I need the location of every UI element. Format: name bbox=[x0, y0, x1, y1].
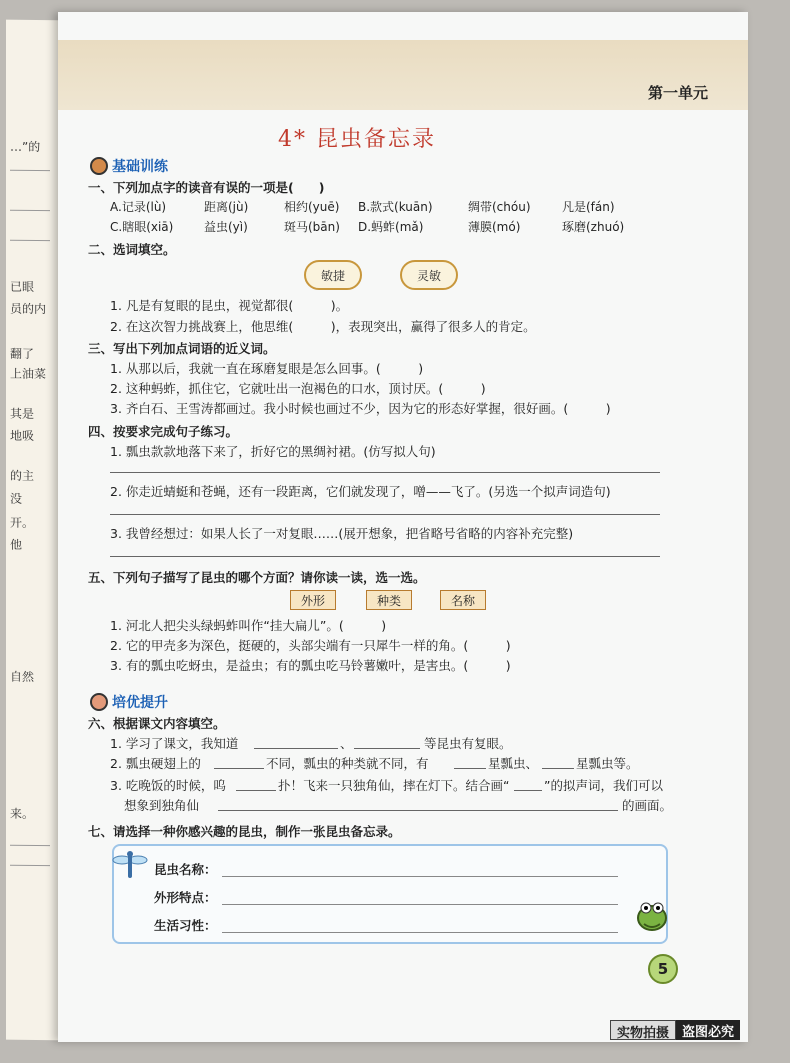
q2-item: 1. 凡是有复眼的昆虫，视觉都很( )。 bbox=[110, 298, 349, 313]
answer-line bbox=[110, 514, 660, 515]
q1-option: 相约(yuē) bbox=[284, 200, 340, 214]
fill-blank[interactable] bbox=[218, 810, 618, 811]
fill-blank[interactable] bbox=[236, 790, 276, 791]
q3-item: 2. 这种蚂蚱，抓住它，它就吐出一泡褐色的口水，顶讨厌。( ) bbox=[110, 381, 486, 396]
left-fragment: 没 bbox=[10, 491, 23, 506]
memo-input-line[interactable] bbox=[222, 904, 618, 905]
fill-blank[interactable] bbox=[542, 768, 574, 769]
q4-item: 2. 你走近蜻蜓和苍蝇，还有一段距离，它们就发现了，噌——飞了。(另选一个拟声词造句) bbox=[110, 484, 611, 499]
left-rule bbox=[10, 845, 50, 846]
memo-label: 生活习性： bbox=[154, 918, 217, 933]
q5-item: 2. 它的甲壳多为深色，挺硬的，头部尖端有一只犀牛一样的角。( ) bbox=[110, 638, 511, 653]
watermark bbox=[610, 1020, 740, 1040]
girl-icon bbox=[90, 693, 108, 711]
fill-blank[interactable] bbox=[254, 748, 338, 749]
q5-item: 3. 有的瓢虫吃蚜虫，是益虫；有的瓢虫吃马铃薯嫩叶，是害虫。( ) bbox=[110, 658, 511, 673]
word-badge: 敏捷 bbox=[304, 260, 362, 290]
watermark-left: 实物拍摄 bbox=[610, 1020, 676, 1040]
unit-tab: 第一单元 bbox=[647, 84, 708, 102]
q2-prompt: 二、选词填空。 bbox=[88, 242, 176, 257]
left-fragment: 地吸 bbox=[10, 428, 35, 443]
lesson-title: 4* 昆虫备忘录 bbox=[278, 127, 436, 152]
section-basic-title: 基础训练 bbox=[112, 159, 168, 175]
q5-item: 1. 河北人把尖头绿蚂蚱叫作“挂大扁儿”。( ) bbox=[110, 618, 387, 633]
q1-option: 薄膜(mó) bbox=[468, 220, 521, 234]
page-number: 5 bbox=[648, 954, 678, 984]
q6-text: 的画面。 bbox=[622, 798, 673, 813]
section-advanced bbox=[90, 692, 168, 712]
fill-blank[interactable] bbox=[514, 790, 542, 791]
left-page-edge bbox=[6, 20, 66, 1041]
q6-text: 星瓢虫等。 bbox=[576, 756, 639, 771]
memo-input-line[interactable] bbox=[222, 932, 618, 933]
answer-line bbox=[110, 472, 660, 473]
left-fragment: 自然 bbox=[10, 669, 35, 684]
q1-option: 益虫(yì) bbox=[204, 220, 248, 234]
q6-text: 等昆虫有复眼。 bbox=[424, 736, 512, 751]
dragonfly-icon bbox=[112, 850, 148, 880]
left-rule bbox=[10, 240, 50, 241]
q6-text: ”的拟声词，我们可以 bbox=[544, 778, 663, 793]
left-fragment: 员的内 bbox=[10, 301, 47, 317]
header-band bbox=[58, 40, 748, 110]
q1-option: 绸带(chóu) bbox=[468, 200, 531, 214]
q6-text: 星瓢虫、 bbox=[488, 756, 539, 771]
q6-text: 扑！飞来一只独角仙，摔在灯下。结合画“ bbox=[278, 778, 510, 793]
q1-option: 距离(jù) bbox=[204, 200, 249, 214]
q1-option: A.记录(lù) bbox=[110, 200, 167, 214]
q2-item: 2. 在这次智力挑战赛上，他思维( )，表现突出，赢得了很多人的肯定。 bbox=[110, 319, 536, 334]
q1-prompt: 一、下列加点字的读音有误的一项是( ) bbox=[88, 180, 325, 195]
student-icon bbox=[90, 157, 108, 175]
fill-blank[interactable] bbox=[354, 748, 420, 749]
answer-line bbox=[110, 556, 660, 557]
memo-card bbox=[112, 844, 668, 944]
q6-text: 3. 吃晚饭的时候，呜 bbox=[110, 778, 226, 793]
left-fragment: 他 bbox=[10, 537, 23, 552]
memo-input-line[interactable] bbox=[222, 876, 618, 877]
left-fragment: 上油菜 bbox=[10, 366, 47, 382]
left-fragment: 开。 bbox=[10, 515, 35, 530]
section-advanced-title: 培优提升 bbox=[112, 695, 168, 711]
memo-label: 昆虫名称： bbox=[154, 862, 217, 877]
q6-prompt: 六、根据课文内容填空。 bbox=[88, 716, 226, 731]
watermark-right: 盗图必究 bbox=[676, 1020, 740, 1040]
q3-item: 3. 齐白石、王雪涛都画过。我小时候也画过不少，因为它的形态好掌握，很好画。( ) bbox=[110, 401, 611, 416]
q6-text: 2. 瓢虫硬翅上的 bbox=[110, 756, 201, 771]
q6-text: 不同，瓢虫的种类就不同，有 bbox=[266, 756, 429, 771]
category-tag: 种类 bbox=[366, 590, 412, 610]
category-tag: 外形 bbox=[290, 590, 336, 610]
q1-option: 琢磨(zhuó) bbox=[562, 220, 625, 234]
q4-item: 3. 我曾经想过：如果人长了一对复眼……(展开想象，把省略号省略的内容补充完整) bbox=[110, 526, 574, 541]
left-fragment: 的主 bbox=[10, 468, 35, 483]
beetle-icon bbox=[630, 892, 674, 936]
fill-blank[interactable] bbox=[214, 768, 264, 769]
q1-option: D.蚂蚱(mǎ) bbox=[358, 220, 424, 234]
q4-item: 1. 瓢虫款款地落下来了，折好它的黑绸衬裙。(仿写拟人句) bbox=[110, 444, 436, 459]
q1-option: C.瞎眼(xiā) bbox=[110, 220, 174, 234]
q1-option: 凡是(fán) bbox=[562, 200, 615, 214]
q3-prompt: 三、写出下列加点词语的近义词。 bbox=[88, 341, 276, 356]
q3-item: 1. 从那以后，我就一直在琢磨复眼是怎么回事。( ) bbox=[110, 361, 424, 376]
q6-text: 、 bbox=[340, 736, 353, 751]
q6-text: 想象到独角仙 bbox=[124, 798, 200, 813]
q5-prompt: 五、下列句子描写了昆虫的哪个方面？请你读一读，选一选。 bbox=[88, 570, 426, 585]
q1-option: B.款式(kuān) bbox=[358, 200, 433, 214]
q6-text: 1. 学习了课文，我知道 bbox=[110, 736, 239, 751]
fill-blank[interactable] bbox=[454, 768, 486, 769]
left-fragment: 其是 bbox=[10, 406, 35, 421]
left-rule bbox=[10, 170, 50, 171]
q4-prompt: 四、按要求完成句子练习。 bbox=[88, 424, 239, 439]
left-rule bbox=[10, 865, 50, 866]
q7-prompt: 七、请选择一种你感兴趣的昆虫，制作一张昆虫备忘录。 bbox=[88, 824, 401, 839]
memo-label: 外形特点： bbox=[154, 890, 217, 905]
left-fragment: 已眼 bbox=[10, 279, 35, 294]
word-badge: 灵敏 bbox=[400, 260, 458, 290]
left-fragment: 来。 bbox=[10, 806, 35, 821]
category-tag: 名称 bbox=[440, 590, 486, 610]
left-fragment: …”的 bbox=[10, 139, 41, 155]
left-rule bbox=[10, 210, 50, 211]
left-fragment: 翻了 bbox=[10, 346, 35, 361]
workbook-page bbox=[58, 12, 748, 1042]
section-basic bbox=[90, 156, 168, 176]
q1-option: 斑马(bān) bbox=[284, 220, 340, 234]
